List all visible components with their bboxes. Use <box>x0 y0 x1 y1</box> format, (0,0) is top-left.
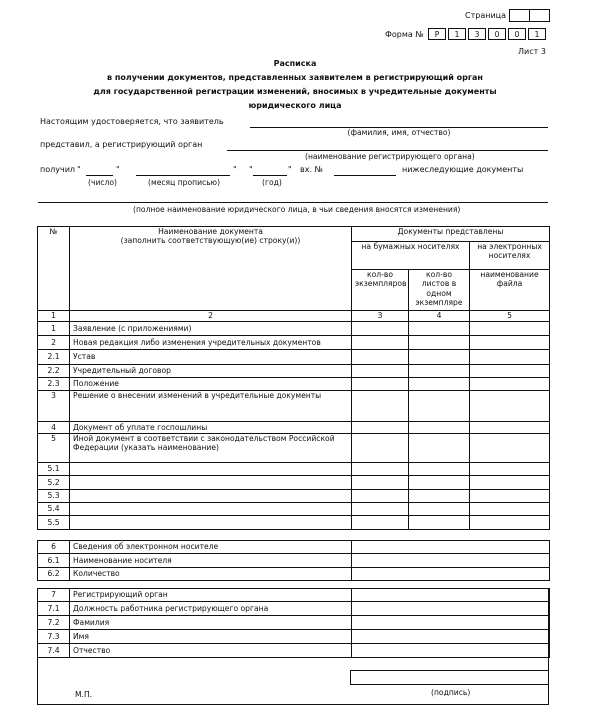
month-caption: (месяц прописью) <box>148 178 221 187</box>
file-cell[interactable] <box>470 490 550 503</box>
sheets-cell[interactable] <box>409 490 470 503</box>
form-code-digit: 1 <box>448 28 466 40</box>
registrar-table <box>37 588 550 658</box>
row-doc-name: Устав <box>70 350 352 365</box>
table-row <box>38 336 550 350</box>
sheets-cell[interactable] <box>409 391 470 422</box>
copies-cell[interactable] <box>352 336 409 350</box>
file-cell[interactable] <box>470 422 550 434</box>
media-name-field[interactable] <box>352 554 550 568</box>
position-field[interactable] <box>352 602 550 616</box>
file-cell[interactable] <box>470 336 550 350</box>
table-row <box>38 350 550 365</box>
registrar-row <box>38 589 550 602</box>
sheet-label: Лист 3 <box>518 47 546 56</box>
table-row <box>38 322 550 336</box>
page-digit-box[interactable] <box>529 9 550 22</box>
document-subtitle-line: в получении документов, представленных заявителем в регистрирующий орган <box>107 73 483 82</box>
quote-mark: " <box>233 165 237 174</box>
row-doc-name[interactable] <box>70 476 352 490</box>
row-number: 4 <box>38 422 70 434</box>
quote-mark: " <box>116 165 120 174</box>
copies-cell[interactable] <box>352 490 409 503</box>
documents-table <box>37 226 550 530</box>
registrar-label: Фамилия <box>70 616 352 630</box>
quote-mark: " <box>288 165 292 174</box>
row-number: 2.2 <box>38 365 70 378</box>
header-no: № <box>38 227 70 311</box>
received-text: получил <box>40 165 76 174</box>
company-caption: (полное наименование юридического лица, в чьи сведения вносятся изменения) <box>133 205 461 214</box>
day-caption: (число) <box>88 178 118 187</box>
document-subtitle-line: для государственной регистрации изменений, вносимых в учредительные документы <box>93 87 497 96</box>
row-number: 7 <box>38 589 70 602</box>
row-number: 5.2 <box>38 476 70 490</box>
row-number: 7.2 <box>38 616 70 630</box>
file-cell[interactable] <box>470 476 550 490</box>
col-number: 3 <box>352 311 409 322</box>
seal-label: М.П. <box>75 690 93 699</box>
row-number: 1 <box>38 322 70 336</box>
col-number: 5 <box>470 311 550 322</box>
table-header-row <box>38 227 550 242</box>
copies-cell[interactable] <box>352 422 409 434</box>
header-file-name: наименование файла <box>470 270 550 311</box>
file-cell[interactable] <box>470 350 550 365</box>
document-title: Расписка <box>273 59 317 68</box>
form-code-digit: 0 <box>508 28 526 40</box>
header-docs-submitted: Документы представлены <box>352 227 550 242</box>
row-number: 2.3 <box>38 378 70 391</box>
company-name-field[interactable] <box>38 202 548 203</box>
row-number: 5.1 <box>38 463 70 476</box>
col-number: 4 <box>409 311 470 322</box>
organ-caption: (наименование регистрирующего органа) <box>305 152 475 161</box>
col-number: 2 <box>70 311 352 322</box>
registrar-row <box>38 644 550 658</box>
file-cell[interactable] <box>470 516 550 530</box>
month-field[interactable] <box>136 175 230 176</box>
page-digit-box[interactable] <box>509 9 530 22</box>
media-row <box>38 554 550 568</box>
header-electronic: на электронных носителях <box>470 242 550 270</box>
in-number-label: вх. № <box>300 165 323 174</box>
row-number: 6 <box>38 541 70 554</box>
row-number: 2.1 <box>38 350 70 365</box>
registrar-label: Отчество <box>70 644 352 658</box>
media-table <box>37 540 550 581</box>
row-number: 7.4 <box>38 644 70 658</box>
copies-cell[interactable] <box>352 322 409 336</box>
form-code-digit: 0 <box>488 28 506 40</box>
table-row <box>38 391 550 422</box>
sheets-cell[interactable] <box>409 378 470 391</box>
quote-mark: " <box>77 165 81 174</box>
fio-caption: (фамилия, имя, отчество) <box>347 128 451 137</box>
form-code-digit: 1 <box>528 28 546 40</box>
header-doc-name-note: (заполнить соответствующую(ие) строку(и)) <box>120 236 301 246</box>
media-blank <box>352 541 550 554</box>
row-doc-name: Решение о внесении изменений в учредительные документы <box>70 391 352 422</box>
quote-mark: " <box>249 165 253 174</box>
document-subtitle-line: юридического лица <box>248 101 342 110</box>
table-row <box>38 516 550 530</box>
year-caption: (год) <box>262 178 282 187</box>
form-code-digit: Р <box>428 28 446 40</box>
registrar-blank <box>352 589 550 602</box>
year-field[interactable] <box>253 175 287 176</box>
patronymic-field[interactable] <box>352 644 550 658</box>
signature-caption: (подпись) <box>431 688 471 697</box>
page-number-boxes[interactable] <box>509 9 550 22</box>
registrar-label: Регистрирующий орган <box>70 589 352 602</box>
file-cell[interactable] <box>470 391 550 422</box>
registering-organ-field[interactable] <box>227 150 548 151</box>
row-number: 6.1 <box>38 554 70 568</box>
header-doc-name-label: Наименование документа <box>158 227 263 236</box>
header-sheets: кол-во листов в одном экземпляре <box>409 270 470 311</box>
table-row <box>38 422 550 434</box>
copies-cell[interactable] <box>352 516 409 530</box>
header-doc-name <box>70 227 352 311</box>
row-doc-name[interactable] <box>70 490 352 503</box>
row-number: 7.1 <box>38 602 70 616</box>
sheets-cell[interactable] <box>409 516 470 530</box>
file-cell[interactable] <box>470 434 550 463</box>
copies-cell[interactable] <box>352 391 409 422</box>
row-number: 5.5 <box>38 516 70 530</box>
registrar-row <box>38 602 550 616</box>
row-doc-name: Новая редакция либо изменения учредительных документов <box>70 336 352 350</box>
file-cell[interactable] <box>470 463 550 476</box>
sheets-cell[interactable] <box>409 463 470 476</box>
file-cell[interactable] <box>470 503 550 516</box>
row-doc-name[interactable] <box>70 463 352 476</box>
in-number-field[interactable] <box>334 175 396 176</box>
sheets-cell[interactable] <box>409 476 470 490</box>
copies-cell[interactable] <box>352 434 409 463</box>
row-doc-name: Иной документ в соответствии с законодательством Российской Федерации (указать наименование) <box>70 434 352 463</box>
media-label: Сведения об электронном носителе <box>70 541 352 554</box>
col-number: 1 <box>38 311 70 322</box>
row-doc-name: Заявление (с приложениями) <box>70 322 352 336</box>
header-copies: кол-во экземпляров <box>352 270 409 311</box>
row-number: 5.3 <box>38 490 70 503</box>
following-docs-text: нижеследующие документы <box>402 165 524 174</box>
form-label: Форма № <box>385 30 424 39</box>
media-count-field[interactable] <box>352 568 550 581</box>
media-label: Количество <box>70 568 352 581</box>
sheets-cell[interactable] <box>409 503 470 516</box>
copies-cell[interactable] <box>352 350 409 365</box>
page-label: Страница <box>465 11 507 20</box>
file-cell[interactable] <box>470 365 550 378</box>
registrar-label: Должность работника регистрирующего органа <box>70 602 352 616</box>
row-doc-name: Положение <box>70 378 352 391</box>
row-doc-name[interactable] <box>70 516 352 530</box>
table-row <box>38 434 550 463</box>
copies-cell[interactable] <box>352 378 409 391</box>
header-paper: на бумажных носителях <box>352 242 470 270</box>
sheets-cell[interactable] <box>409 336 470 350</box>
copies-cell[interactable] <box>352 476 409 490</box>
row-doc-name[interactable] <box>70 503 352 516</box>
row-number: 7.3 <box>38 630 70 644</box>
table-row <box>38 490 550 503</box>
media-label: Наименование носителя <box>70 554 352 568</box>
table-row <box>38 365 550 378</box>
submitted-text: представил, а регистрирующий орган <box>40 140 203 149</box>
table-row <box>38 463 550 476</box>
copies-cell[interactable] <box>352 463 409 476</box>
row-doc-name: Документ об уплате госпошлины <box>70 422 352 434</box>
signature-field[interactable] <box>350 670 549 685</box>
sheets-cell[interactable] <box>409 365 470 378</box>
media-row <box>38 541 550 554</box>
table-row <box>38 476 550 490</box>
row-number: 6.2 <box>38 568 70 581</box>
form-code-boxes <box>428 28 548 41</box>
registrar-row <box>38 630 550 644</box>
copies-cell[interactable] <box>352 365 409 378</box>
row-number: 5.4 <box>38 503 70 516</box>
day-field[interactable] <box>86 175 113 176</box>
registrar-label: Имя <box>70 630 352 644</box>
table-row <box>38 503 550 516</box>
sheets-cell[interactable] <box>409 350 470 365</box>
name-field[interactable] <box>352 630 550 644</box>
row-number: 3 <box>38 391 70 422</box>
form-code-digit: 3 <box>468 28 486 40</box>
row-number: 5 <box>38 434 70 463</box>
row-doc-name: Учредительный договор <box>70 365 352 378</box>
column-number-row <box>38 311 550 322</box>
file-cell[interactable] <box>470 322 550 336</box>
surname-field[interactable] <box>352 616 550 630</box>
sheets-cell[interactable] <box>409 322 470 336</box>
row-number: 2 <box>38 336 70 350</box>
copies-cell[interactable] <box>352 503 409 516</box>
table-row <box>38 378 550 391</box>
media-row <box>38 568 550 581</box>
sheets-cell[interactable] <box>409 422 470 434</box>
registrar-row <box>38 616 550 630</box>
file-cell[interactable] <box>470 378 550 391</box>
certify-text: Настоящим удостоверяется, что заявитель <box>40 117 224 126</box>
sheets-cell[interactable] <box>409 434 470 463</box>
